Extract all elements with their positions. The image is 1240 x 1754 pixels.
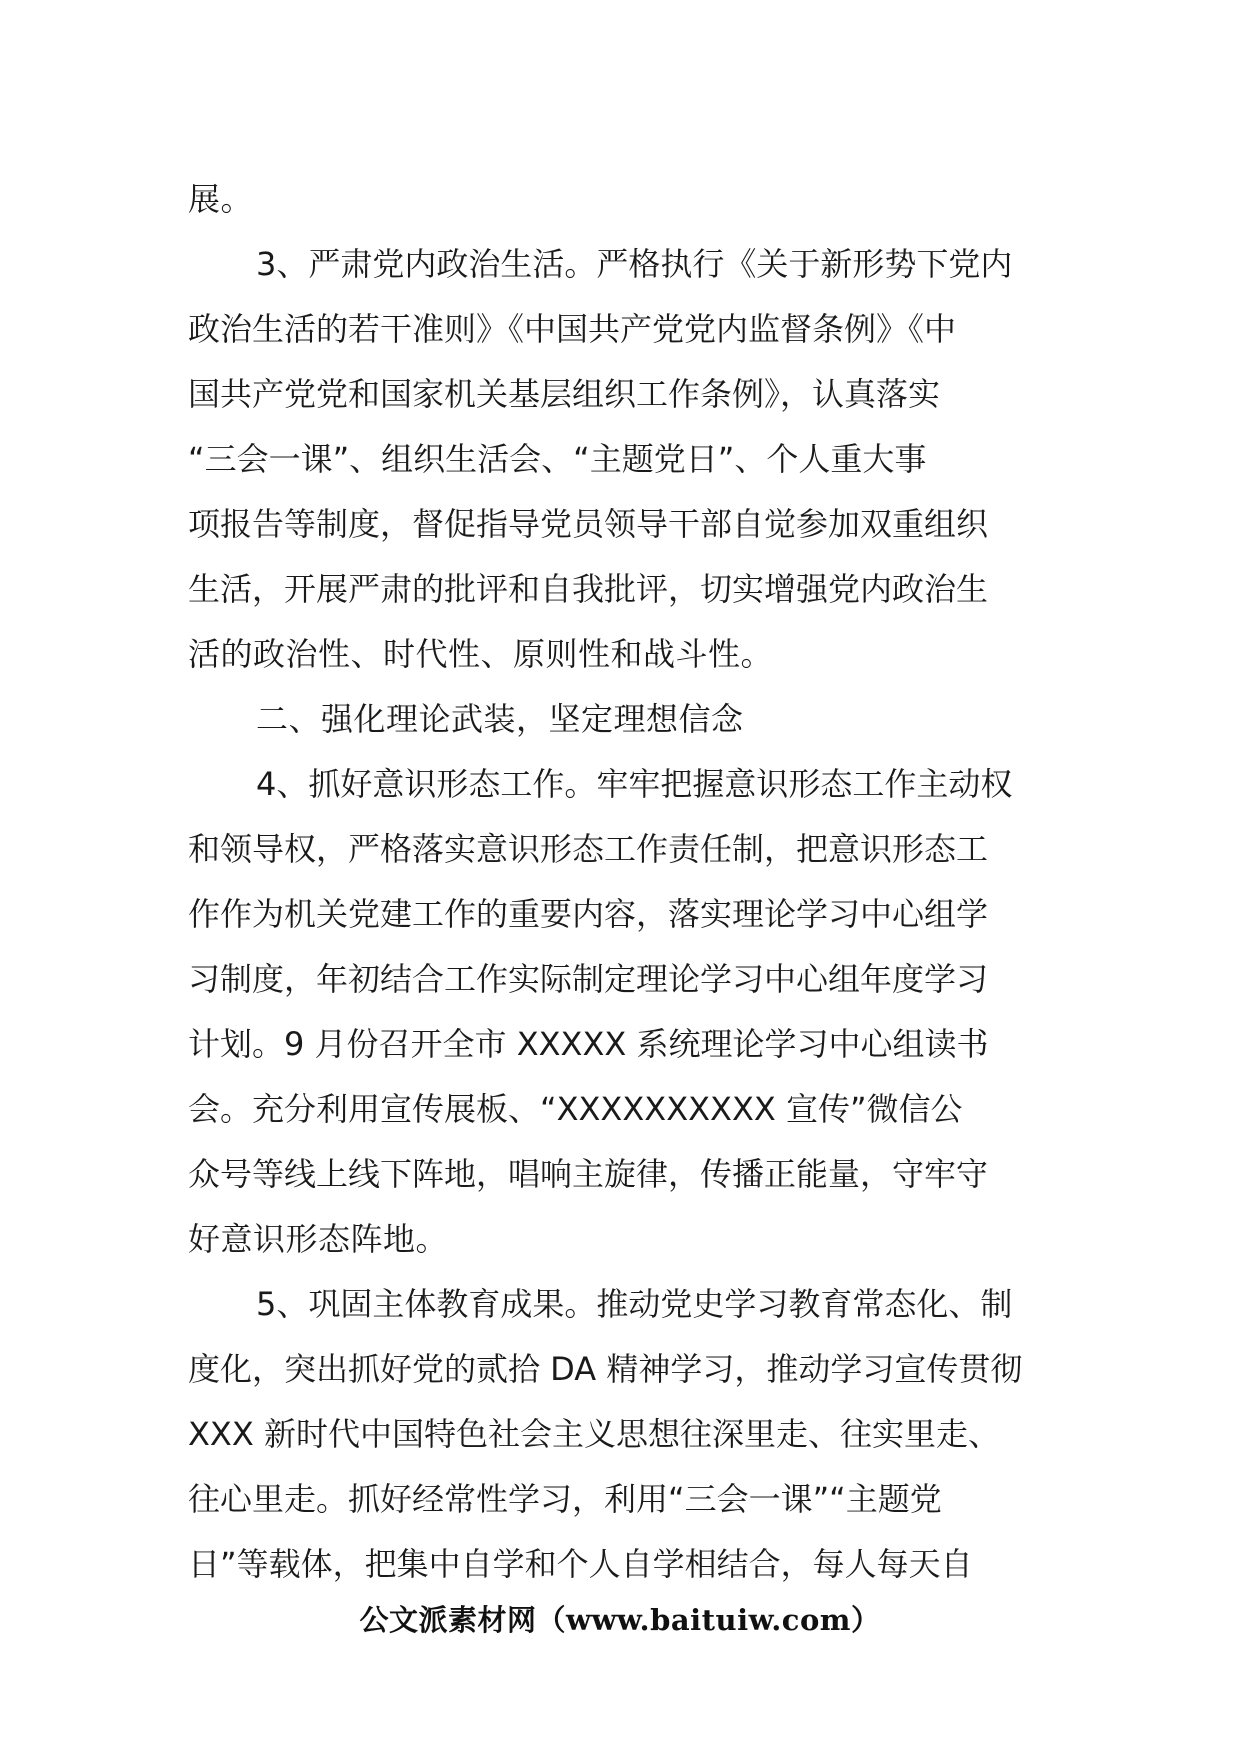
text-line: 5、巩固主体教育成果。推动党史学习教育常态化、制	[256, 1285, 1013, 1323]
text-line: “三会一课”、组织生活会、“主题党日”、个人重大事	[188, 440, 927, 478]
document-body	[188, 167, 1058, 1597]
text-line: 会。充分利用宣传展板、“XXXXXXXXXX 宣传”微信公	[188, 1090, 963, 1128]
text-line: 日”等载体，把集中自学和个人自学相结合，每人每天自	[188, 1545, 973, 1583]
text-line: 活的政治性、时代性、原则性和战斗性。	[188, 635, 774, 673]
text-line: 作作为机关党建工作的重要内容，落实理论学习中心组学	[188, 895, 989, 933]
text-line: 众号等线上线下阵地，唱响主旋律，传播正能量，守牢守	[188, 1155, 989, 1193]
text-line: 展。	[188, 180, 254, 218]
text-line: 计划。9 月份召开全市 XXXXX 系统理论学习中心组读书	[188, 1025, 989, 1063]
text-line: 3、严肃党内政治生活。严格执行《关于新形势下党内	[256, 245, 1013, 283]
text-line: 和领导权，严格落实意识形态工作责任制，把意识形态工	[188, 830, 989, 868]
text-line: 项报告等制度，督促指导党员领导干部自觉参加双重组织	[188, 505, 989, 543]
text-line: 政治生活的若干准则》《中国共产党党内监督条例》《中	[188, 310, 957, 348]
text-line: 生活，开展严肃的批评和自我批评，切实增强党内政治生	[188, 570, 989, 608]
text-line: 二、强化理论武装，坚定理想信念	[256, 700, 744, 738]
text-line: 4、抓好意识形态工作。牢牢把握意识形态工作主动权	[256, 765, 1013, 803]
text-line: 习制度，年初结合工作实际制定理论学习中心组年度学习	[188, 960, 989, 998]
text-line: 度化，突出抓好党的贰拾 DA 精神学习，推动学习宣传贯彻	[188, 1350, 1023, 1388]
text-line: 好意识形态阵地。	[188, 1220, 449, 1258]
text-line: 往心里走。抓好经常性学习，利用“三会一课”“主题党	[188, 1480, 942, 1518]
footer-watermark: 公文派素材网（www.baituiw.com）	[359, 1603, 881, 1637]
text-line: 国共产党党和国家机关基层组织工作条例》，认真落实	[188, 375, 941, 413]
text-line: XXX 新时代中国特色社会主义思想往深里走、往实里走、	[188, 1415, 1000, 1453]
